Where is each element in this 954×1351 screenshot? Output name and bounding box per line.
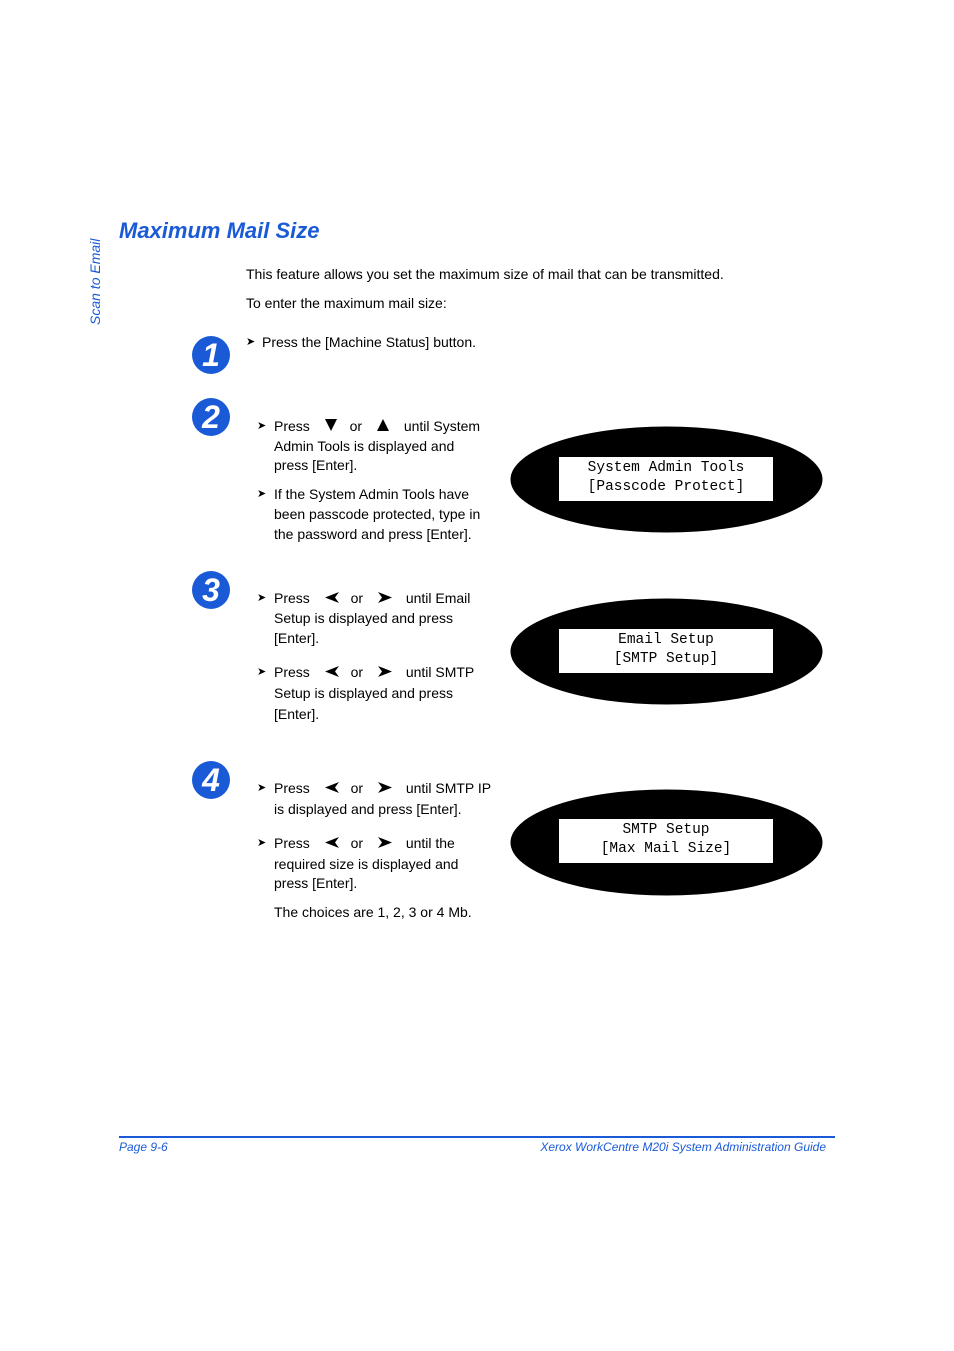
- step-2-number: 2: [202, 399, 220, 435]
- intro-paragraph: This feature allows you set the maximum size of mail that can be transmitted.: [246, 266, 724, 282]
- step-2-badge: [191, 397, 231, 437]
- control-panel-display-2: [510, 426, 823, 533]
- step-1-bullet-1-line-1: Press the [Machine Status] button.: [262, 334, 477, 350]
- display-line-2: [Passcode Protect]: [587, 479, 745, 495]
- bullet-marker: ➤: [257, 782, 267, 794]
- display-screen: [558, 818, 774, 864]
- bullet-marker: ➤: [257, 592, 267, 604]
- step-3-badge: [191, 570, 231, 610]
- display-screen: [558, 628, 774, 674]
- step-4-bullet-1-line-1: [274, 778, 491, 798]
- step-2-bullet-2: [257, 484, 497, 546]
- or-label: or: [349, 418, 363, 434]
- up-arrow-icon: [376, 418, 390, 432]
- display-line-1: Email Setup: [618, 632, 714, 648]
- step-1-badge: [191, 335, 231, 375]
- left-arrow-icon: [324, 591, 340, 604]
- side-section-label-text: Scan to Email: [87, 238, 103, 325]
- right-arrow-icon: [377, 836, 393, 849]
- step-4-note: The choices are 1, 2, 3 or 4 Mb.: [274, 904, 472, 920]
- step-4-bullet-1-text: until SMTP IP: [405, 780, 492, 796]
- display-screen: [558, 456, 774, 502]
- or-label: or: [350, 664, 364, 680]
- step-2-bullet-2-line-1: If the System Admin Tools have: [274, 486, 470, 502]
- step-4-bullet-2-line-2: required size is displayed and: [274, 856, 459, 872]
- left-arrow-icon: [324, 665, 340, 678]
- step-2-bullet-1-text: until System: [403, 418, 481, 434]
- step-3-bullet-2-line-1: [274, 662, 474, 682]
- display-line-2: [SMTP Setup]: [613, 651, 719, 667]
- press-label: Press: [274, 835, 310, 851]
- display-line-1: SMTP Setup: [622, 822, 710, 838]
- left-arrow-icon: [324, 836, 340, 849]
- step-2-bullet-1-line-1: [274, 416, 480, 436]
- control-panel-display-3: [510, 598, 823, 705]
- right-arrow-icon: [377, 665, 393, 678]
- left-arrow-icon: [324, 781, 340, 794]
- step-4-bullet-2-line-3: press [Enter].: [274, 875, 358, 891]
- bullet-marker: ➤: [257, 837, 267, 849]
- display-line-2: [Max Mail Size]: [600, 841, 732, 857]
- step-3-bullet-2-line-2: Setup is displayed and press: [274, 685, 453, 701]
- press-label: Press: [274, 590, 310, 606]
- or-label: or: [350, 835, 364, 851]
- down-arrow-icon: [324, 418, 338, 432]
- step-4-bullet-2: [257, 833, 497, 899]
- step-1-number: 1: [202, 337, 220, 373]
- bullet-marker: ➤: [246, 336, 256, 348]
- step-3-bullet-2-text: until SMTP: [405, 664, 475, 680]
- step-4-bullet-1: [257, 778, 497, 824]
- bullet-marker: ➤: [257, 420, 267, 432]
- bullet-marker: ➤: [257, 488, 267, 500]
- step-4-bullet-2-text: until the: [405, 835, 455, 851]
- step-4-bullet-2-line-1: [274, 833, 455, 853]
- right-arrow-icon: [377, 781, 393, 794]
- step-3-bullet-2-line-3: [Enter].: [274, 706, 320, 722]
- press-label: Press: [274, 780, 310, 796]
- step-3-number: 3: [202, 572, 220, 608]
- display-line-1: System Admin Tools: [587, 460, 745, 476]
- step-4-bullet-1-line-2: is displayed and press [Enter].: [274, 801, 462, 817]
- lead-paragraph: To enter the maximum mail size:: [246, 295, 447, 311]
- step-3-bullet-1-text: until Email: [405, 590, 471, 606]
- footer-page-number: Page 9-6: [119, 1140, 168, 1154]
- press-label: Press: [274, 418, 310, 434]
- step-4-number: 4: [202, 762, 220, 798]
- step-2-bullet-1-line-3: press [Enter].: [274, 457, 358, 473]
- right-arrow-icon: [377, 591, 393, 604]
- step-3-bullet-1-line-3: [Enter].: [274, 630, 320, 646]
- or-label: or: [350, 780, 364, 796]
- control-panel-display-4: [510, 789, 823, 896]
- or-label: or: [350, 590, 364, 606]
- step-3-bullet-2: [257, 662, 497, 732]
- footer-guide-title: Xerox WorkCentre M20i System Administration Guide: [540, 1140, 826, 1154]
- step-4-badge: [191, 760, 231, 800]
- step-3-bullet-1-line-1: [274, 588, 470, 608]
- step-2-bullet-1-line-2: Admin Tools is displayed and: [274, 438, 455, 454]
- page-title: Maximum Mail Size: [119, 218, 320, 243]
- step-3-bullet-1-line-2: Setup is displayed and press: [274, 610, 453, 626]
- bullet-marker: ➤: [257, 666, 267, 678]
- press-label: Press: [274, 664, 310, 680]
- footer-rule: [119, 1136, 835, 1138]
- step-2-bullet-1: [257, 416, 497, 486]
- step-2-bullet-2-line-2: been passcode protected, type in: [274, 506, 481, 522]
- side-section-label: [87, 225, 105, 325]
- step-2-bullet-2-line-3: the password and press [Enter].: [274, 526, 472, 542]
- step-3-bullet-1: [257, 588, 497, 658]
